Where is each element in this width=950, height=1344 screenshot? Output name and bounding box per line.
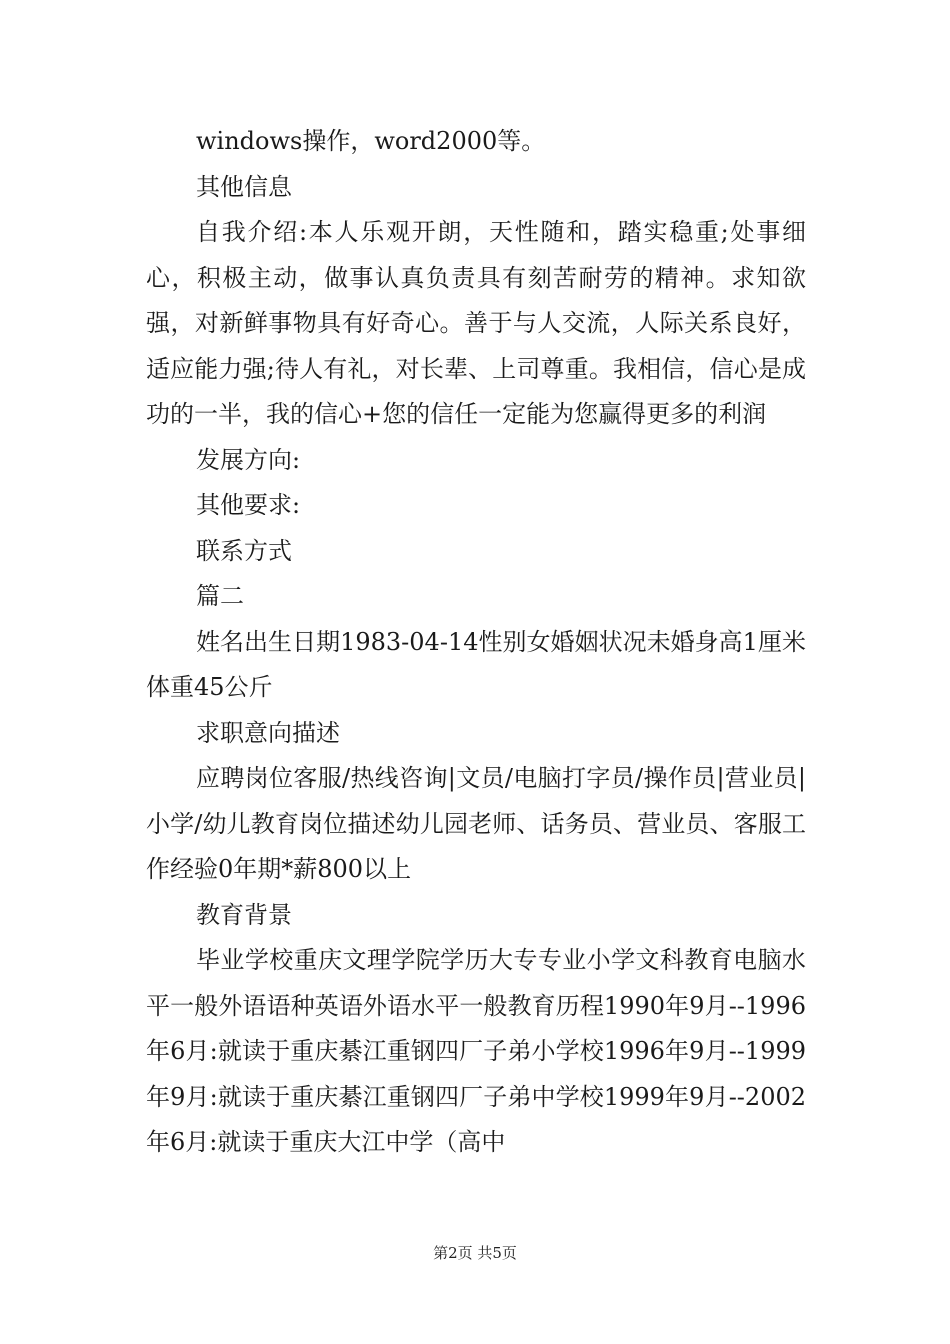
paragraph-job-intention: 应聘岗位客服/热线咨询|文员/电脑打字员/操作员|营业员|小学/幼儿教育岗位描述幼儿园老师、话务员、营业员、客服工作经验0年期*薪800以上 [146, 764, 806, 883]
label-other-requirements: 其他要求: [196, 491, 301, 519]
paragraph-skills: windows操作，word2000等。 [196, 127, 546, 155]
label-development-direction: 发展方向: [196, 445, 301, 474]
paragraph-self-intro: 自我介绍:本人乐观开朗，天性随和，踏实稳重;处事细心，积极主动，做事认真负责具有刻苦耐劳的精神。求知欲强，对新鲜事物具有好奇心。善于与人交流，人际关系良好，适应能力强;待人有礼，对长辈、上司尊重。我相信，信心是成功的一半，我的信心+您的信任一定能为您赢得更多的利润 [146, 218, 806, 428]
heading-contact: 联系方式 [196, 536, 292, 565]
heading-job-intention: 求职意向描述 [196, 718, 340, 747]
document-body [146, 119, 806, 1166]
heading-other-info: 其他信息 [196, 172, 292, 201]
paragraph-personal-info: 姓名出生日期1983-04-14性别女婚姻状况未婚身高1厘米体重45公斤 [146, 627, 806, 701]
heading-education: 教育背景 [196, 900, 292, 929]
page-footer: 第2页 共5页 [433, 1244, 517, 1262]
paragraph-education: 毕业学校重庆文理学院学历大专专业小学文科教育电脑水平一般外语语种英语外语水平一般教育历程1990年9月--1996年6月:就读于重庆綦江重钢四厂子弟小学校1996年9月--1999年9月:就读于重庆綦江重钢四厂子弟中学校1999年9月--2002年6月:就读于重庆大江中学（高中 [146, 946, 806, 1156]
heading-part-two: 篇二 [196, 582, 244, 610]
